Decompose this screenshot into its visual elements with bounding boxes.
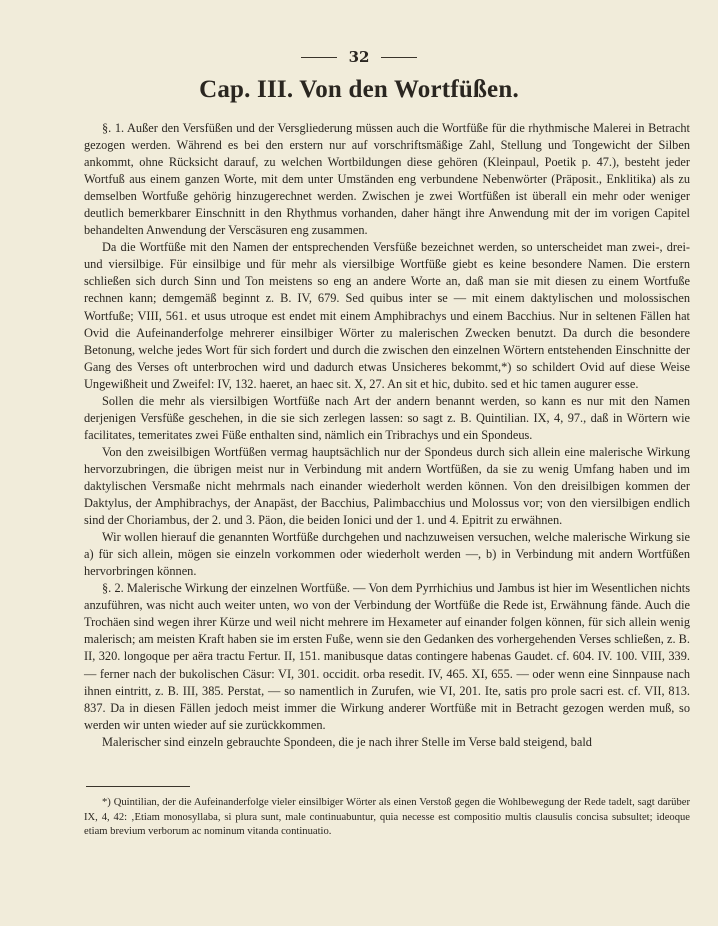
page-number: 32	[348, 48, 370, 66]
paragraph-spondees: Malerischer sind einzeln gebrauchte Spondeen, die je nach ihrer Stelle im Verse bald steigend, bald	[102, 734, 592, 749]
paragraph-two-syllable: Von den zweisilbigen Wortfüßen vermag hauptsächlich nur der Spondeus durch sich allein eine malerische Wirkung hervorzubringen, die übrigen meist nur in Verbindung mit andern Wortfüßen, da sie zu wenig Umfang haben und im daktylischen Versmaße nicht mehrmals nach einander wiederholt werden können. Von den dreisilbigen kommen der Daktylus, der Amphibrachys, der Anapäst, der Bacchius, Palimbacchius und Molossus vor; von den viersilbigen endlich sind der Choriambus, der 2. und 3. Päon, die beiden Ionici und der 1. und 4. Epitrit zu erwähnen.	[84, 444, 690, 528]
footnote	[84, 796, 690, 840]
footnote-text: *) Quintilian, der die Aufeinanderfolge vieler einsilbiger Wörter als einen Verstoß gegen die Wohlbewegung der Rede tadelt, sagt darüber IX, 4, 42: ‚Etiam monosyllaba, si plura sunt, male continuabuntur, quia necesse est compositio multis clausulis concisa subsultet; ideoque etiam brevium verborum ac nominum vitanda continuatio.	[84, 797, 690, 837]
footnote-rule	[86, 786, 190, 787]
paragraph-section-2: §. 2. Malerische Wirkung der einzelnen Wortfüße. — Von dem Pyrrhichius und Jambus ist hier im Wesentlichen nichts anzuführen, was nicht auch weiter unten, wo von der Verbindung der Wortfüße die Rede ist, Erwähnung fände. Auch die Trochäen sind wegen ihrer Kürze und weil nicht mehrere im Hexameter auf einander folgen können, für sich allein wenig malerisch; am meisten Kraft haben sie im ersten Fuße, wenn sie den Gedanken des vorhergehenden Verses schließen, z. B. II, 320. longoque per aëra tractu Fertur. II, 151. manibusque datas contingere habenas Gaudet. cf. 604. IV. 100. VIII, 339. — ferner nach der bukolischen Cäsur: VI, 301. occidit. orba resedit. IV, 465. XI, 655. — oder wenn eine Sinnpause nach ihnen eintritt, z. B. III, 385. Perstat, — so namentlich in Zurufen, wie VI, 201. Ite, satis pro prole sacri est. cf. VII, 813. 837. Da in diesen Fällen jedoch meist immer die Wirkung anderer Wortfüße mit in Betracht gezogen werden muß, so werden wir unten wieder auf sie zurückkommen.	[84, 581, 690, 732]
body-text	[84, 120, 690, 751]
header-rule-left	[301, 57, 337, 58]
chapter-title: Cap. III. Von den Wortfüßen.	[199, 76, 519, 103]
paragraph-word-feet-names: Da die Wortfüße mit den Namen der entsprechenden Versfüße bezeichnet werden, so unterscheidet man zwei-, drei- und viersilbige. Für einsilbige und für mehr als viersilbige Wortfüße giebt es keine besondere Namen. Die erstern schließen sich durch Sinn und Ton meistens so eng an andere Worte an, daß man sie mit diesen zu einem Wortfuße rechnen kann; demgemäß beginnt z. B. IV, 679. Sed quibus inter se — mit einem daktylischen und molossischen Wortfuße; VIII, 561. et usus utroque est endet mit einem Amphibrachys und einem Bacchius. Nur in seltenen Fällen hat Ovid die Aufeinanderfolge mehrerer einsilbiger Wörter zu malerischen Zwecken benutzt. Da durch die besondere Betonung, welche jedes Wort für sich fordert und durch die zwischen den einzelnen Wörtern entstehenden Einschnitte der Gang des Verses oft unterbrochen wird und dadurch etwas Unsicheres bekommt,*) so schildert Ovid auf diese Weise Ungewißheit und Zweifel: IV, 132. haeret, an haec sit. X, 27. An sit et hic, dubito. sed et hic tamen augurer esse.	[84, 240, 690, 391]
paragraph-multisyllable: Sollen die mehr als viersilbigen Wortfüße nach Art der andern benannt werden, so kann es nur mit den Namen derjenigen Versfüße geschehen, in die sie sich zerlegen lassen: so sagt z. B. Quintilian. IX, 4, 97., daß in Wörtern wie facilitates, temeritates zwei Füße enthalten sind, nämlich ein Tribrachys und ein Spondeus.	[84, 393, 690, 442]
page-header	[0, 48, 718, 66]
header-rule-right	[381, 57, 417, 58]
paragraph-section-1: §. 1. Außer den Versfüßen und der Versgliederung müssen auch die Wortfüße für die rhythmische Malerei in Betracht gezogen werden. Während es bei den erstern nur auf vorschriftsmäßige Zahl, Stellung und Tongewicht der Silben ankommt, ohne Rücksicht darauf, zu welchen Wortbildungen diese gehören (Kleinpaul, Poetik p. 47.), besteht jeder Wortfuß aus einem ganzen Worte, mit dem unter Umständen eng verbundene Nebenwörter (Präposit., Enklitika) als zu demselben Wortfuße gehörig hinzugerechnet werden. Zwischen je zwei Wortfüßen ist überall ein mehr oder weniger deutlich bemerkbarer Einschnitt in den Rhythmus vorhanden, daher hängt ihre Anwendung mit der im vorigen Capitel behandelten Anwendung der Verscäsuren eng zusammen.	[84, 121, 690, 238]
paragraph-plan: Wir wollen hierauf die genannten Wortfüße durchgehen und nachzuweisen versuchen, welche malerische Wirkung sie a) für sich allein, mögen sie einzeln vorkommen oder wiederholt werden —, b) in Verbindung mit andern Wortfüßen hervorbringen können.	[84, 530, 690, 579]
